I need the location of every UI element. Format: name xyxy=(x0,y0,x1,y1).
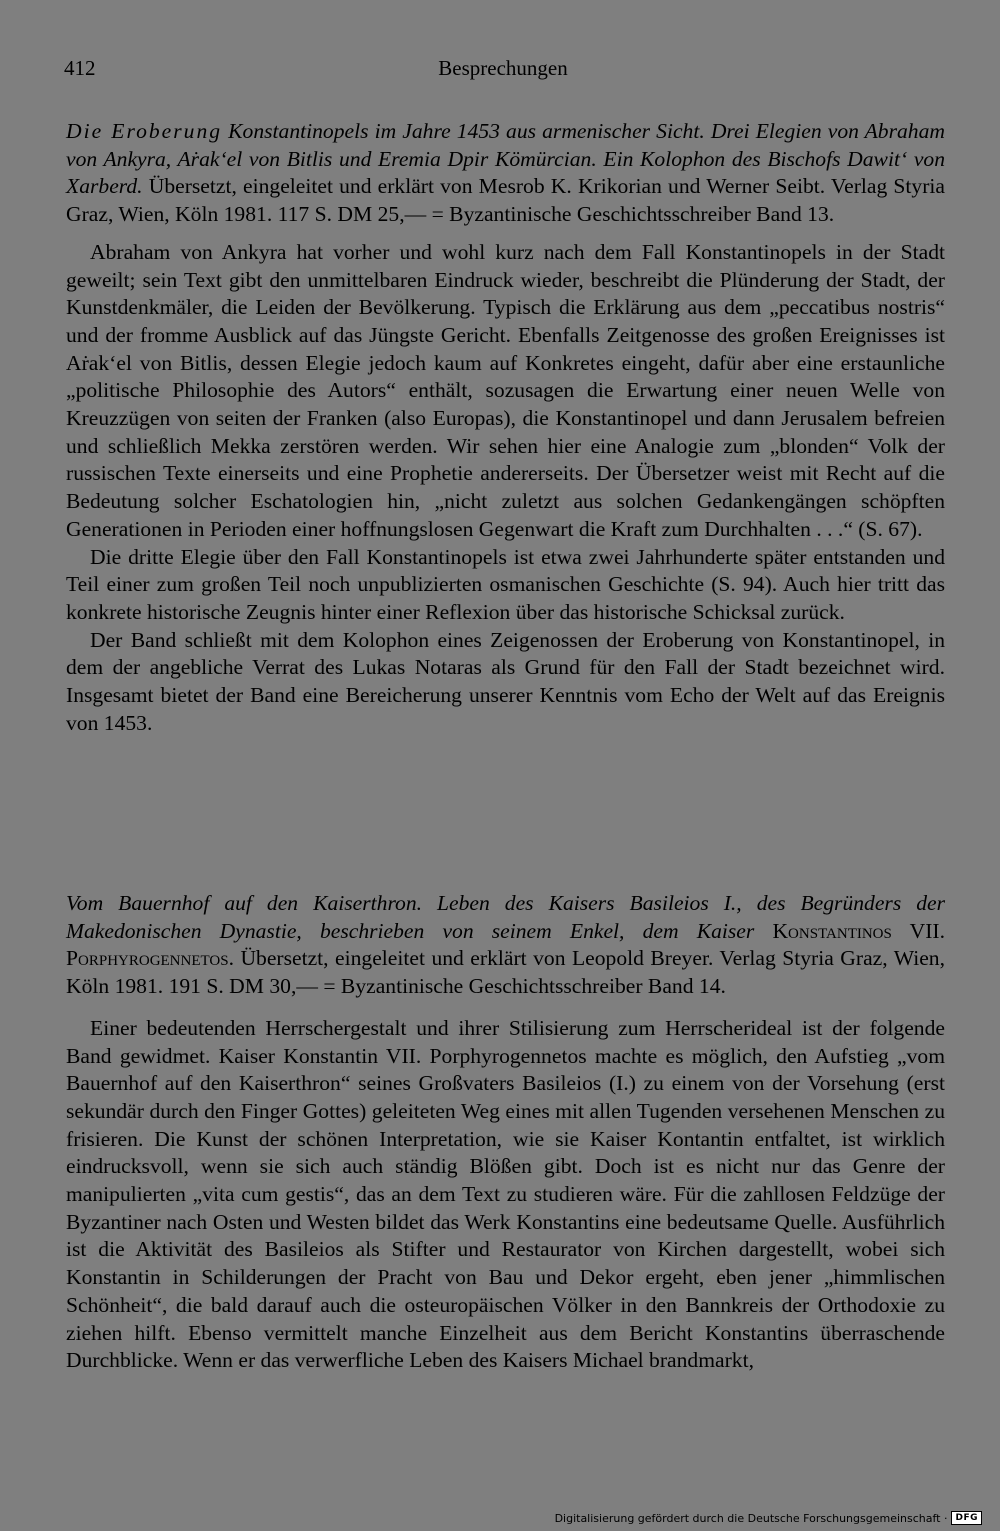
review-1-paragraph: Die dritte Elegie über den Fall Konstantinopels ist etwa zwei Jahrhunderte später entstanden und Teil einer zum großen Teil noch unpublizierten osmanischen Geschichte (S. 94). Auch hier tritt das konkrete historische Zeugnis hinter einer Reflexion über das historische Schicksal zurück. xyxy=(66,544,945,624)
dfg-logo: DFG xyxy=(951,1511,982,1525)
review-2-bibliographic: Übersetzt, eingeleitet und erklärt von Leopold Breyer. Verlag Styria Graz, Wien, Köln 1981. 191 S. DM 30,— = Byzantinische Geschichtsschreiber Band 14. xyxy=(66,946,945,999)
review-1-paragraph: Der Band schließt mit dem Kolophon eines Zeigenossen der Eroberung von Konstantinopel, in dem der angebliche Verrat des Lukas Notaras als Grund für den Fall der Stadt bezeichnet wird. Insgesamt bietet der Band eine Bereicherung unserer Kenntnis vom Echo der Welt auf das Ereignis von 1453. xyxy=(66,627,945,735)
footer-credit: Digitalisierung gefördert durch die Deutsche Forschungsgemeinschaft · xyxy=(554,1511,948,1525)
page-number: 412 xyxy=(64,56,96,80)
review-2-title: Vom Bauernhof auf den Kaiserthron. Leben des Kaisers Basileios I., des Begründers der Makedonischen Dynastie, beschrieben von seinem Enkel, dem Kaiser xyxy=(66,891,945,943)
review-2-title-author: Konstantinos VII. Porphyrogennetos. xyxy=(66,918,945,971)
review-1-title: Konstantinopels im Jahre 1453 aus armenischer Sicht. Drei Elegien von Abraham von Ankyra, Aṙak‘el von Bitlis und Eremia Dpir Kömürcian. Ein Kolophon des Bischofs Dawit‘ von Xarberd. xyxy=(66,119,945,199)
digitization-footer xyxy=(555,1511,982,1525)
review-1 xyxy=(66,118,945,737)
review-1-bibliographic: Übersetzt, eingeleitet und erklärt von Mesrob K. Krikorian und Werner Seibt. Verlag Styria Graz, Wien, Köln 1981. 117 S. DM 25,— = Byzantinische Geschichtsschreiber Band 13. xyxy=(66,174,945,227)
review-2 xyxy=(66,890,945,1375)
review-1-title-spaced: Die Eroberung xyxy=(66,119,223,143)
running-title: Besprechungen xyxy=(438,56,568,80)
page-header xyxy=(64,56,942,86)
review-1-heading xyxy=(66,118,945,229)
review-2-paragraph: Einer bedeutenden Herrschergestalt und ihrer Stilisierung zum Herrscherideal ist der folgende Band gewidmet. Kaiser Konstantin VII. Porphyrogennetos machte es möglich, den Aufstieg „vom Bauernhof auf den Kaiserthron“ seines Großvaters Basileios (I.) zu einem von der Vorsehung (erst sekundär durch den Finger Gottes) geleiteten Weg eines mit allen Tugenden versehenen Menschen zu frisieren. Die Kunst der schönen Interpretation, wie sie Kaiser Kontantin entfaltet, ist wirklich eindrucksvoll, wenn sie sich auch ständig Blößen gibt. Doch ist es nicht nur das Genre der manipulierten „vita cum gestis“, das an dem Text zu studieren wäre. Für die zahllosen Feldzüge der Byzantiner nach Osten und Westen bildet das Werk Konstantins eine bedeutsame Quelle. Ausführlich ist die Aktivität des Basileios als Stifter und Restaurator von Kirchen dargestellt, wobei sich Konstantin in Schilderungen der Pracht von Bau und Dekor ergeht, eben jener „himmlischen Schönheit“, die bald darauf auch die osteuropäischen Völker in den Bannkreis der Orthodoxie zu ziehen hilft. Ebenso vermittelt manche Einzelheit aus dem Bericht Konstantins überraschende Durchblicke. Wenn er das verwerfliche Leben des Kaisers Michael brandmarkt, xyxy=(66,1015,945,1373)
review-2-heading xyxy=(66,890,945,1001)
review-1-paragraph: Abraham von Ankyra hat vorher und wohl kurz nach dem Fall Konstantinopels in der Stadt geweilt; sein Text gibt den unmittelbaren Eindruck wieder, beschreibt die Plünderung der Stadt, der Kunstdenkmäler, die Leiden der Bevölkerung. Typisch die Erklärung aus dem „peccatibus nostris“ und der fromme Ausblick auf das Jüngste Gericht. Ebenfalls Zeitgenosse des großen Ereignisses ist Aṙak‘el von Bitlis, dessen Elegie jedoch kaum auf Konkretes eingeht, dafür aber eine erstaunliche „politische Philosophie des Autors“ enthält, sozusagen die Erwartung einer neuen Welle von Kreuzzügen von seiten der Franken (also Europas), die Konstantinopel und dann Jerusalem befreien und schließlich Mekka zerstören werden. Wir sehen hier eine Analogie zum „blonden“ Volk der russischen Texte einerseits und eine Prophetie andererseits. Der Übersetzer weist mit Recht auf die Bedeutung solcher Eschatologien hin, „nicht zuletzt aus solchen Gedankengängen schöpften Generationen in Perioden einer hoffnungslosen Gegenwart die Kraft zum Durchhalten . . .“ (S. 67). xyxy=(66,239,945,541)
